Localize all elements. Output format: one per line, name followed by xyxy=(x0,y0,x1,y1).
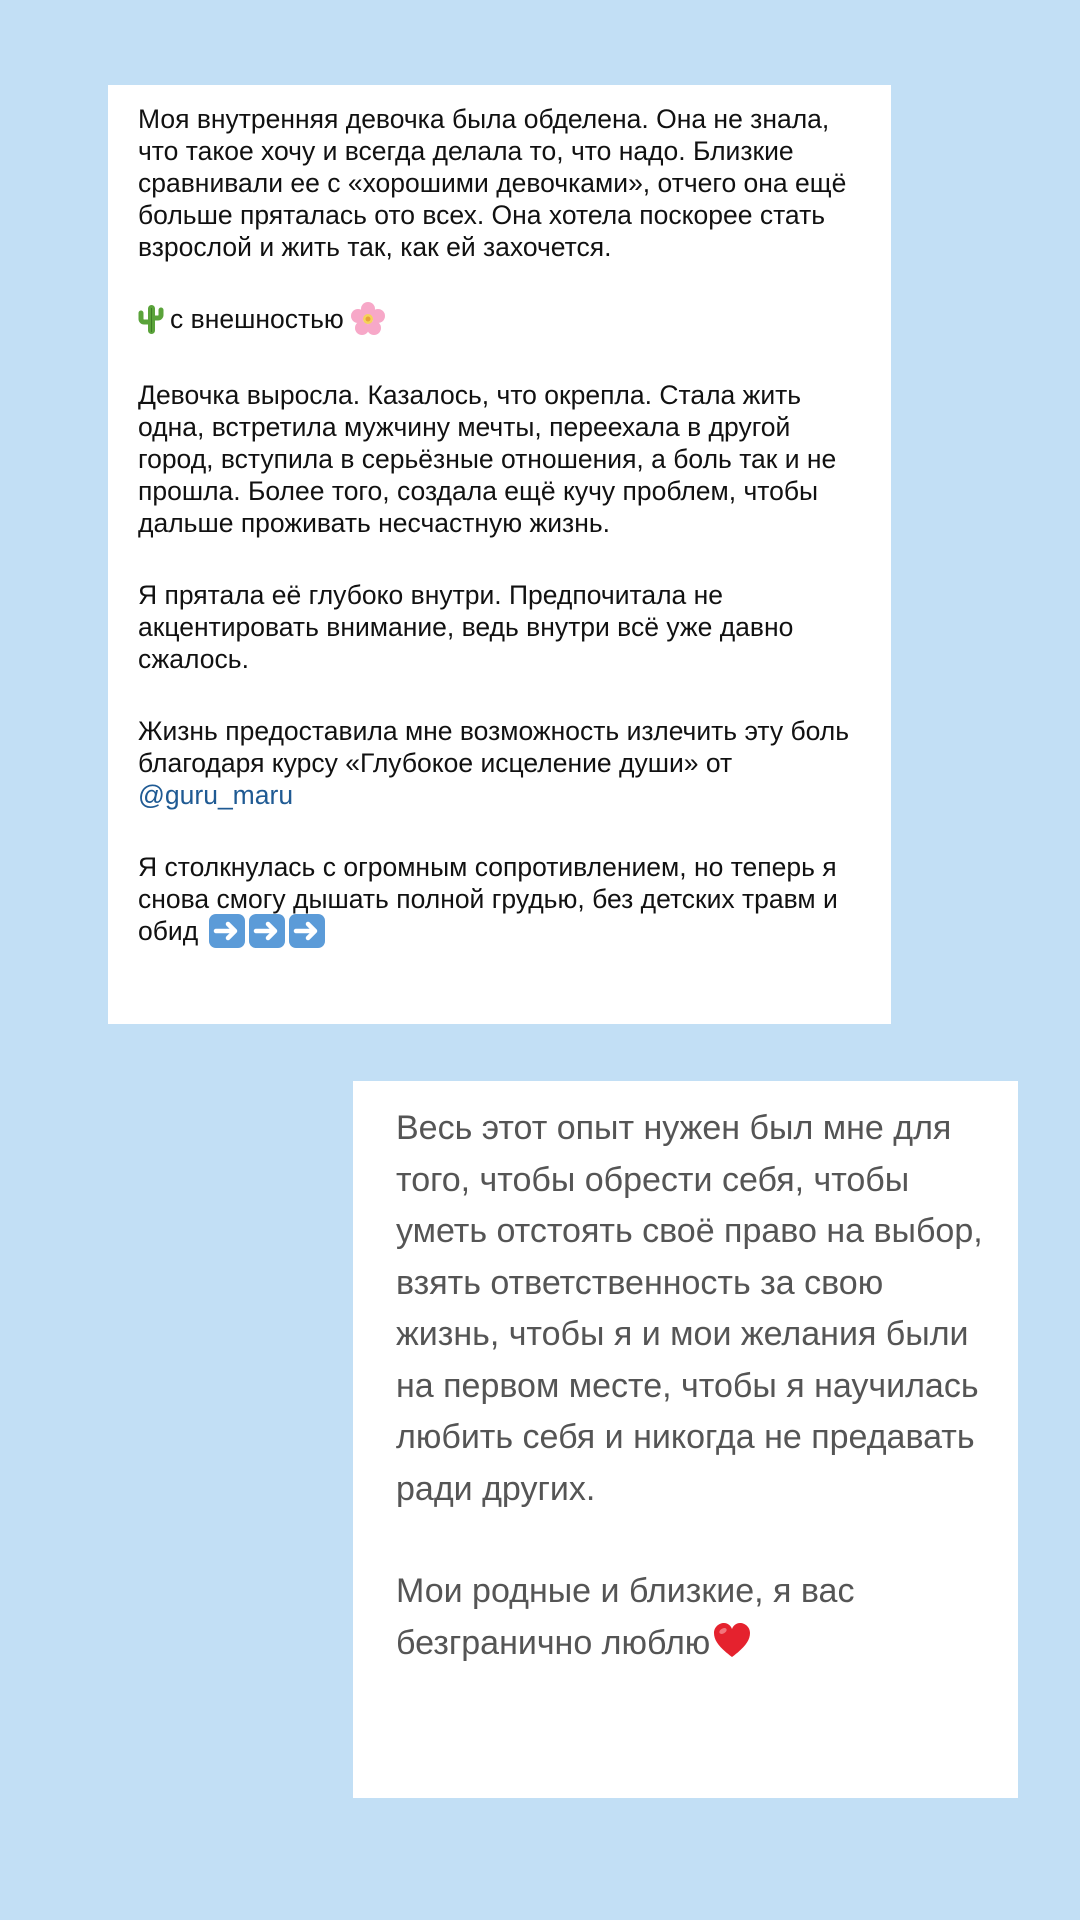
right-arrow-icon xyxy=(288,913,326,949)
right-arrow-icon xyxy=(208,913,246,949)
message-paragraph-5 xyxy=(138,851,861,951)
guru-maru-link[interactable]: @guru_maru xyxy=(138,780,294,810)
cherry-blossom-icon xyxy=(350,301,386,337)
red-heart-icon xyxy=(712,1622,752,1660)
right-arrow-icon xyxy=(248,913,286,949)
message-paragraph-6: Весь этот опыт нужен был мне для того, чтобы обрести себя, чтобы уметь отстоять своё право на выбор, взять ответственность за свою жизнь, чтобы я и мои желания были на первом месте, чтобы я научилась любить себя и никогда не предавать ради других. xyxy=(396,1109,983,1508)
message-card-1 xyxy=(108,85,891,1024)
paragraph-5-text: Я столкнулась с огромным сопротивлением, но теперь я снова смогу дышать полной грудью, без детских травм и обид xyxy=(138,852,838,946)
message-paragraph-3: Я прятала её глубоко внутри. Предпочитала не акцентировать внимание, ведь внутри всё уже давно сжалось. xyxy=(138,580,794,674)
message-paragraph-4 xyxy=(138,715,861,811)
message-paragraph-7 xyxy=(396,1566,988,1669)
message-paragraph-1: Моя внутренняя девочка была обделена. Она не знала, что такое хочу и всегда делала то, что надо. Близкие сравнивали ее с «хорошими девочками», отчего она ещё больше пряталась ото всех. Она хотела поскорее стать взрослой и жить так, как ей захочется. xyxy=(138,104,847,262)
paragraph-4-text: Жизнь предоставила мне возможность излечить эту боль благодаря курсу «Глубокое исцеление души» от xyxy=(138,716,850,778)
message-paragraph-2: Девочка выросла. Казалось, что окрепла. Стала жить одна, встретила мужчину мечты, переехала в другой город, вступила в серьёзные отношения, а боль так и не прошла. Более того, создала ещё кучу проблем, чтобы дальше проживать несчастную жизнь. xyxy=(138,380,837,538)
message-card-2 xyxy=(353,1081,1018,1798)
message-heading xyxy=(138,303,861,339)
paragraph-7-text: Мои родные и близкие, я вас безгранично люблю xyxy=(396,1572,855,1662)
cactus-icon xyxy=(138,302,164,336)
heading-text: с внешностью xyxy=(170,304,344,334)
